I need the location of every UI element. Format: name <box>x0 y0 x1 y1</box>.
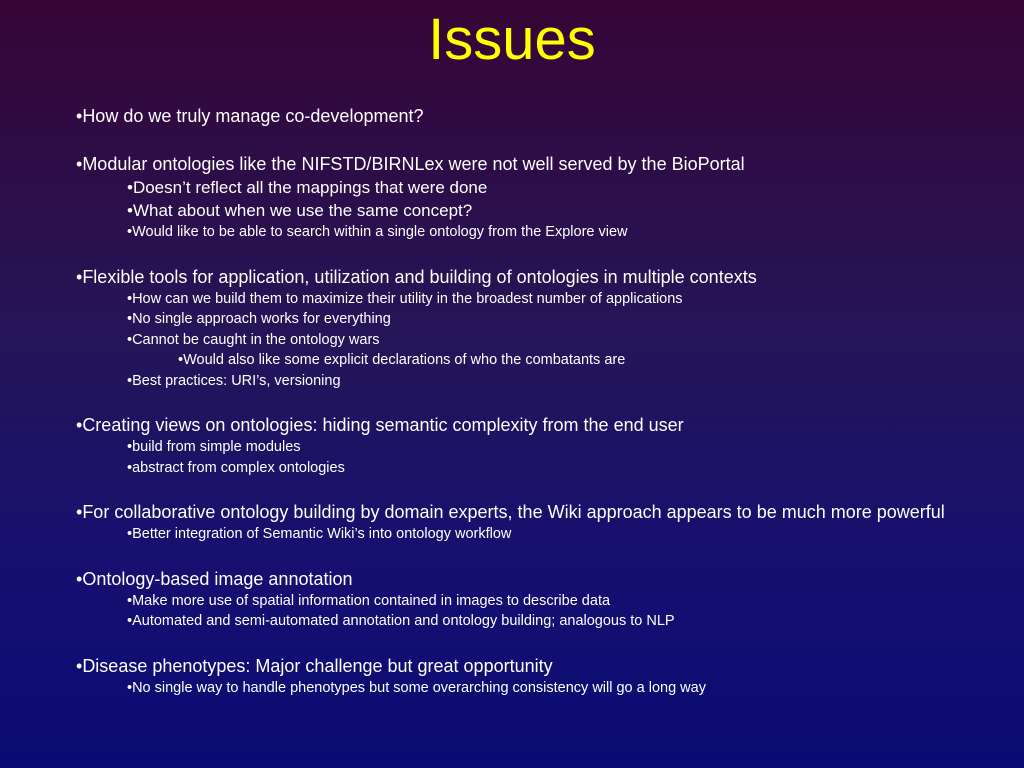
sub-bullet-item <box>76 371 976 392</box>
bullet-marker: • <box>76 106 83 126</box>
bullet-text: Best practices: URI’s, versioning <box>132 372 341 389</box>
bullet-marker: • <box>127 224 133 240</box>
bullet-marker: • <box>127 311 133 327</box>
bullet-text: What about when we use the same concept? <box>132 201 473 220</box>
bullet-text: Disease phenotypes: Major challenge but great opportunity <box>82 655 553 676</box>
bullet-text: How can we build them to maximize their utility in the broadest number of applications <box>132 290 683 307</box>
bullet-text: Cannot be caught in the ontology wars <box>132 331 380 348</box>
bullet-list <box>76 104 976 698</box>
bullet-text: Ontology-based image annotation <box>82 568 353 589</box>
bullet-item <box>76 500 976 524</box>
bullet-text: abstract from complex ontologies <box>132 459 345 476</box>
bullet-marker: • <box>127 290 133 307</box>
bullet-marker: • <box>76 266 83 287</box>
bullet-marker: • <box>76 655 83 676</box>
bullet-text: Flexible tools for application, utilization and building of ontologies in multiple contexts <box>82 266 757 287</box>
bullet-text: Would also like some explicit declarations of who the combatants are <box>183 352 626 368</box>
bullet-text: build from simple modules <box>132 439 301 455</box>
bullet-marker: • <box>127 592 133 609</box>
sub-bullet-item <box>76 437 976 458</box>
bullet-text: Make more use of spatial information contained in images to describe data <box>132 592 611 609</box>
sub-bullet-item <box>76 524 976 545</box>
sub-bullet-item <box>76 222 976 243</box>
bullet-item <box>76 104 976 128</box>
bullet-item <box>76 567 976 591</box>
bullet-marker: • <box>76 415 83 435</box>
sub-sub-bullet-item <box>76 350 976 371</box>
bullet-text: How do we truly manage co-development? <box>82 106 424 126</box>
bullet-text: No single way to handle phenotypes but some overarching consistency will go a long way <box>132 679 706 696</box>
bullet-text: Automated and semi-automated annotation and ontology building; analogous to NLP <box>132 613 675 629</box>
sub-bullet-item <box>76 309 976 330</box>
sub-bullet-item <box>76 458 976 479</box>
bullet-item <box>76 654 976 678</box>
sub-bullet-item <box>76 678 976 699</box>
bullet-marker: • <box>76 154 83 174</box>
bullet-marker: • <box>127 201 133 220</box>
bullet-marker: • <box>127 679 133 696</box>
bullet-item <box>76 413 976 437</box>
bullet-marker: • <box>127 459 133 476</box>
sub-bullet-item <box>76 289 976 310</box>
bullet-text: No single approach works for everything <box>132 311 391 327</box>
bullet-marker: • <box>127 526 133 542</box>
bullet-text: Modular ontologies like the NIFSTD/BIRNLex were not well served by the BioPortal <box>82 154 745 174</box>
bullet-text: Would like to be able to search within a single ontology from the Explore view <box>132 224 628 240</box>
bullet-marker: • <box>127 178 133 197</box>
bullet-marker: • <box>178 352 184 368</box>
bullet-item <box>76 265 976 289</box>
sub-bullet-item <box>76 330 976 351</box>
bullet-marker: • <box>127 331 133 348</box>
bullet-text: Creating views on ontologies: hiding semantic complexity from the end user <box>82 415 684 435</box>
bullet-marker: • <box>76 502 83 522</box>
bullet-marker: • <box>127 439 133 455</box>
bullet-marker: • <box>127 613 133 629</box>
bullet-item <box>76 152 976 176</box>
sub-bullet-item <box>76 611 976 632</box>
bullet-text: Better integration of Semantic Wiki’s into ontology workflow <box>132 526 512 542</box>
sub-bullet-item <box>76 591 976 612</box>
bullet-text: Doesn’t reflect all the mappings that were done <box>132 178 488 197</box>
slide-title: Issues <box>428 7 596 72</box>
bullet-text: For collaborative ontology building by domain experts, the Wiki approach appears to be much more powerful <box>82 502 945 522</box>
bullet-marker: • <box>127 372 133 389</box>
bullet-marker: • <box>76 568 83 589</box>
sub-bullet-item <box>76 176 976 199</box>
sub-bullet-item <box>76 199 976 222</box>
